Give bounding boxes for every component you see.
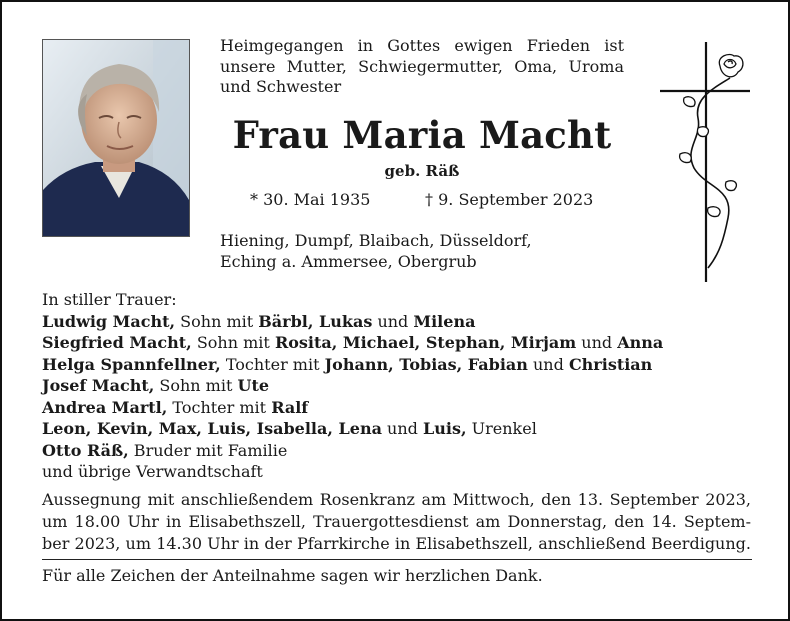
mourner-row (42, 440, 752, 462)
mourner-relation: Tochter mit (167, 397, 272, 417)
intro-line: Heimgegangen in Gottes ewigen Frieden ist (220, 36, 624, 55)
mourner-name: Siegfried Macht, (42, 333, 192, 352)
mourner-relation: Tochter mit (220, 354, 325, 374)
mourner-relation: und (576, 333, 618, 352)
mourner-name: Helga Spannfellner, (42, 354, 221, 374)
mourner-name: Bärbl, Lukas (258, 311, 373, 331)
mourner-name: Johann, Tobias, Fabian (324, 354, 528, 374)
birth-name: geb. Räß (384, 162, 460, 180)
intro-line: und Schwester (220, 77, 342, 96)
mourner-relation: Sohn mit (175, 311, 259, 331)
mourning-heading: In stiller Trauer: (42, 290, 177, 309)
mourner-row (42, 397, 752, 419)
mourners-list (42, 289, 752, 483)
mourner-name: Andrea Martl, (42, 397, 168, 417)
mourner-name: Anna (617, 333, 664, 352)
portrait-image (43, 40, 189, 236)
mourner-relation: und (381, 419, 423, 438)
mourner-rows (42, 311, 752, 483)
mourner-name: Christian (568, 354, 653, 374)
deceased-name: Frau Maria Macht (232, 113, 612, 157)
mourner-name: Otto Räß, (42, 440, 129, 460)
mourner-relation: und übrige Verwandtschaft (42, 462, 263, 481)
intro-text (220, 36, 624, 98)
mourner-name: Milena (413, 311, 476, 331)
mourner-name: Ute (237, 376, 270, 395)
divider-line (42, 559, 752, 560)
mourner-relation: Sohn mit (154, 376, 238, 395)
death-date: † 9. September 2023 (425, 190, 594, 209)
mourner-row (42, 418, 752, 440)
ceremony-line: ber 2023, um 14.30 Uhr in der Pfarrkirche in Elisabethszell, anschließend Beerdigung. (42, 534, 751, 553)
mourner-relation: und (527, 354, 569, 374)
mourner-relation: Sohn mit (191, 333, 275, 352)
thanks-text: Für alle Zeichen der Anteilnahme sagen wir herzlichen Dank. (42, 566, 543, 585)
mourner-row (42, 461, 752, 483)
ceremony-text (42, 489, 751, 555)
mourner-name: Ludwig Macht, (42, 311, 176, 331)
birth-date: * 30. Mai 1935 (250, 190, 371, 209)
ceremony-line: um 18.00 Uhr in Elisabethszell, Trauergottesdienst am Donnerstag, den 14. Septem- (42, 512, 751, 531)
places (220, 230, 624, 272)
intro-line: unsere Mutter, Schwiegermutter, Oma, Uroma (220, 56, 624, 76)
places-line: Hiening, Dumpf, Blaibach, Düsseldorf, (220, 231, 532, 250)
mourner-name: Leon, Kevin, Max, Luis, Isabella, Lena (42, 419, 382, 438)
mourner-row (42, 375, 752, 397)
mourner-name: Josef Macht, (42, 376, 155, 395)
mourner-relation: Bruder mit Familie (128, 440, 288, 460)
mourner-row (42, 354, 752, 376)
mourner-relation: und (372, 311, 414, 331)
portrait-photo (42, 39, 190, 237)
places-line: Eching a. Ammersee, Obergrub (220, 252, 477, 271)
mourner-name: Ralf (271, 397, 309, 417)
mourner-row (42, 332, 752, 354)
mourner-name: Luis, (422, 419, 467, 438)
cross-with-rose-icon (654, 38, 754, 286)
mourner-row (42, 311, 752, 333)
mourner-relation: Urenkel (466, 419, 537, 438)
ceremony-line: Aussegnung mit anschließendem Rosenkranz am Mittwoch, den 13. September 2023, (42, 490, 751, 509)
mourner-name: Rosita, Michael, Stephan, Mirjam (274, 333, 577, 352)
